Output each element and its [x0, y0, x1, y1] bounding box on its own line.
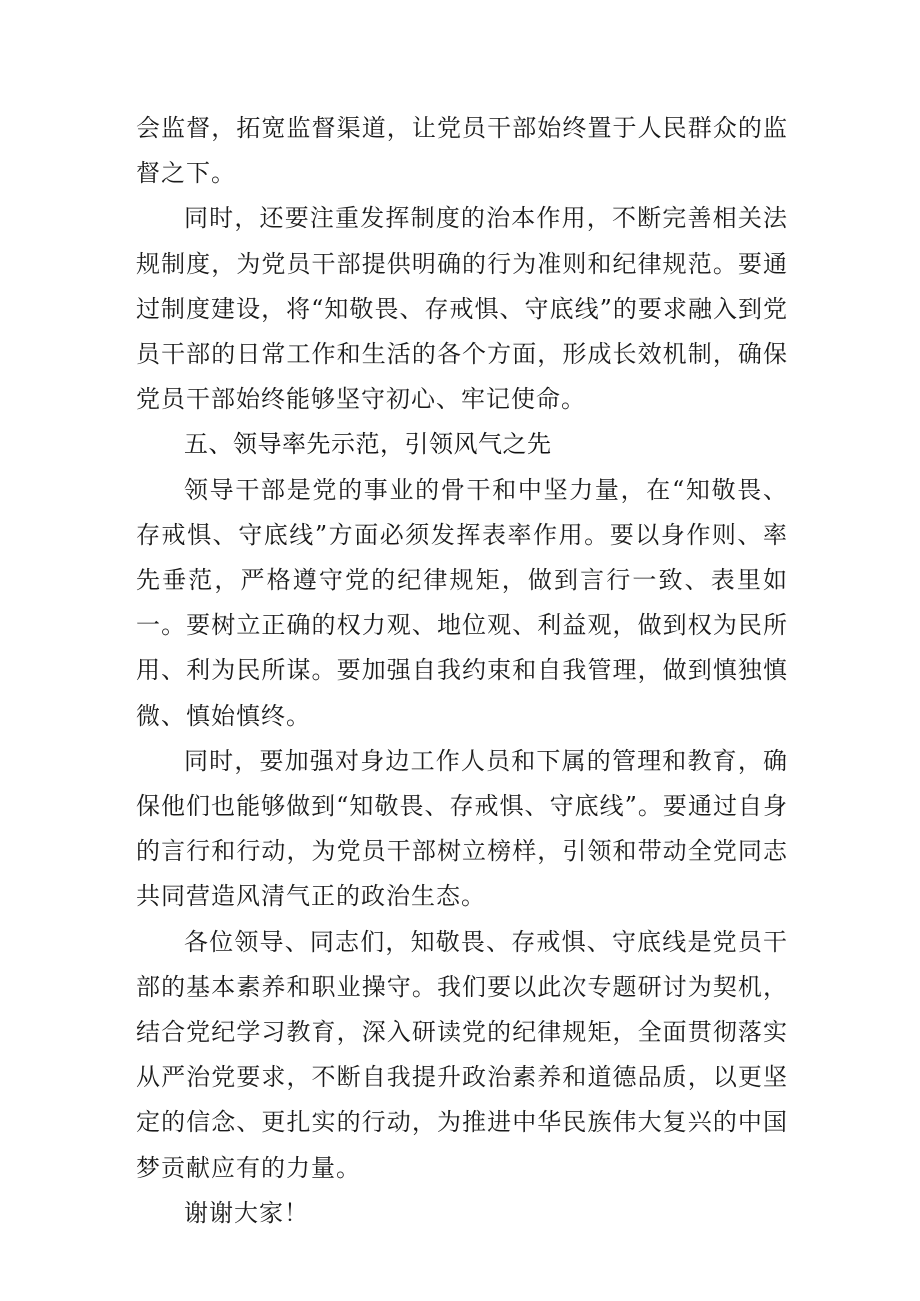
document-body [136, 106, 788, 1236]
paragraph-institutional-role: 同时，还要注重发挥制度的治本作用，不断完善相关法规制度，为党员干部提供明确的行为准则和纪律规范。要通过制度建设，将“知敬畏、存戒惧、守底线”的要求融入到党员干部的日常工作和生活的各个方面，形成长效机制，确保党员干部始终能够坚守初心、牢记使命。 [136, 204, 788, 414]
section-heading-five: 五、领导率先示范，引领风气之先 [184, 430, 552, 459]
paragraph-conclusion: 各位领导、同志们，知敬畏、存戒惧、守底线是党员干部的基本素养和职业操守。我们要以此次专题研讨为契机，结合党纪学习教育，深入研读党的纪律规矩，全面贯彻落实从严治党要求，不断自我提升政治素养和道德品质，以更坚定的信念、更扎实的行动，为推进中华民族伟大复兴的中国梦贡献应有的力量。 [136, 927, 788, 1182]
paragraph-leadership-role: 领导干部是党的事业的骨干和中坚力量，在“知敬畏、存戒惧、守底线”方面必须发挥表率作用。要以身作则、率先垂范，严格遵守党的纪律规矩，做到言行一致、表里如一。要树立正确的权力观、地位观、利益观，做到权为民所用、利为民所谋。要加强自我约束和自我管理，做到慎独慎微、慎始慎终。 [136, 475, 788, 730]
paragraph-thanks: 谢谢大家！ [184, 1198, 309, 1227]
paragraph-staff-management: 同时，要加强对身边工作人员和下属的管理和教育，确保他们也能够做到“知敬畏、存戒惧、守底线”。要通过自身的言行和行动，为党员干部树立榜样，引领和带动全党同志共同营造风清气正的政治生态。 [136, 746, 788, 911]
paragraph-continuation: 会监督，拓宽监督渠道，让党员干部始终置于人民群众的监督之下。 [136, 114, 788, 188]
